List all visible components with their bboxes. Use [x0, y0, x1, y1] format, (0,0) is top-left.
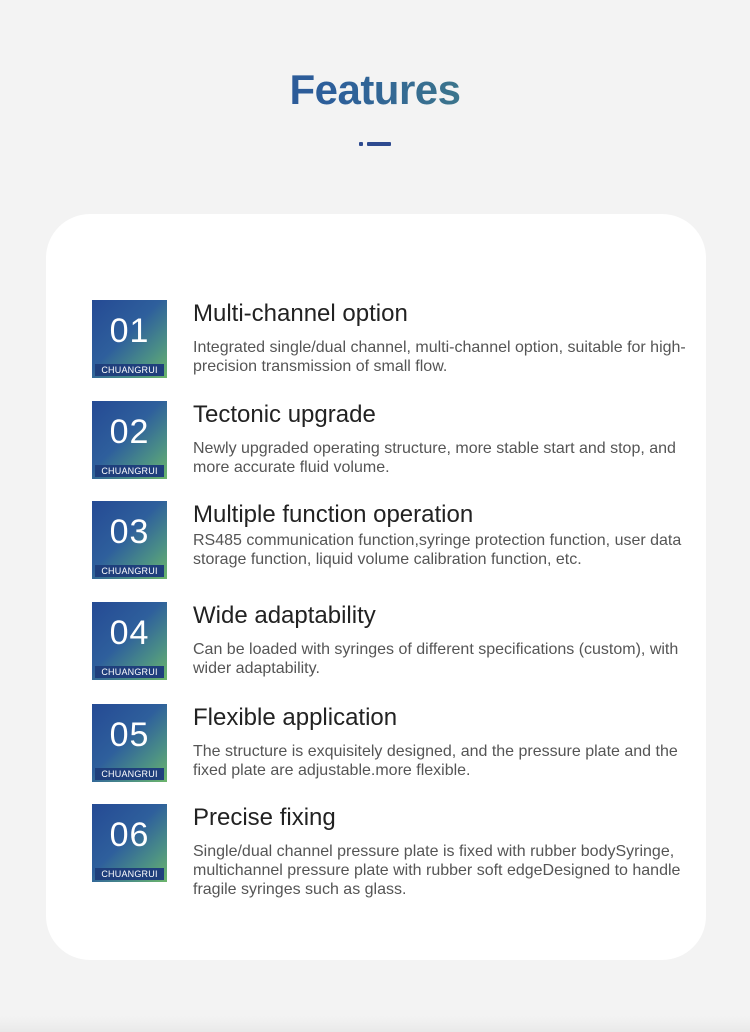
feature-number: 05 — [109, 716, 150, 754]
divider-bar — [367, 142, 391, 146]
feature-description: The structure is exquisitely designed, and the pressure plate and the fixed plate are adjustable.more flexible. — [193, 743, 678, 779]
feature-item-precise-fixing — [92, 804, 712, 898]
feature-description: Single/dual channel pressure plate is fixed with rubber bodySyringe, multichannel pressure plate with rubber soft edgeDesigned to handle fragile syringes such as glass. — [193, 843, 681, 898]
page-title: Features — [0, 66, 750, 114]
badge-brand-label: CHUANGRUI — [95, 768, 164, 780]
divider-dot — [359, 142, 363, 146]
feature-item-wide-adaptability — [92, 602, 712, 682]
feature-description: Can be loaded with syringes of different specifications (custom), with wider adaptability. — [193, 641, 679, 677]
features-card — [46, 214, 706, 960]
feature-number: 02 — [109, 413, 150, 451]
feature-number-badge — [92, 401, 167, 479]
badge-brand-label: CHUANGRUI — [95, 565, 164, 577]
feature-number-badge — [92, 602, 167, 680]
badge-brand-label: CHUANGRUI — [95, 868, 164, 880]
feature-description: Newly upgraded operating structure, more stable start and stop, and more accurate fluid volume. — [193, 440, 676, 476]
feature-number-badge — [92, 300, 167, 378]
feature-number: 01 — [109, 312, 150, 350]
title-divider — [359, 142, 391, 146]
feature-title: Tectonic upgrade — [193, 401, 376, 428]
feature-item-multi-channel — [92, 300, 712, 380]
feature-number: 04 — [109, 614, 150, 652]
feature-number-badge — [92, 501, 167, 579]
feature-item-multiple-function — [92, 501, 712, 581]
feature-number-badge — [92, 804, 167, 882]
feature-title: Multiple function operation — [193, 501, 474, 528]
feature-title: Precise fixing — [193, 804, 336, 831]
feature-number: 06 — [109, 816, 150, 854]
feature-number: 03 — [109, 513, 150, 551]
feature-title: Flexible application — [193, 704, 398, 731]
badge-brand-label: CHUANGRUI — [95, 364, 164, 376]
badge-brand-label: CHUANGRUI — [95, 465, 164, 477]
badge-brand-label: CHUANGRUI — [95, 666, 164, 678]
feature-description: RS485 communication function,syringe protection function, user data storage function, liquid volume calibration function, etc. — [193, 532, 682, 568]
feature-item-tectonic-upgrade — [92, 401, 712, 481]
feature-title: Multi-channel option — [193, 300, 408, 327]
feature-number-badge — [92, 704, 167, 782]
feature-item-flexible-application — [92, 704, 712, 784]
bottom-edge — [0, 1016, 750, 1032]
feature-description: Integrated single/dual channel, multi-channel option, suitable for high-precision transmission of small flow. — [193, 339, 686, 375]
feature-title: Wide adaptability — [193, 602, 376, 629]
